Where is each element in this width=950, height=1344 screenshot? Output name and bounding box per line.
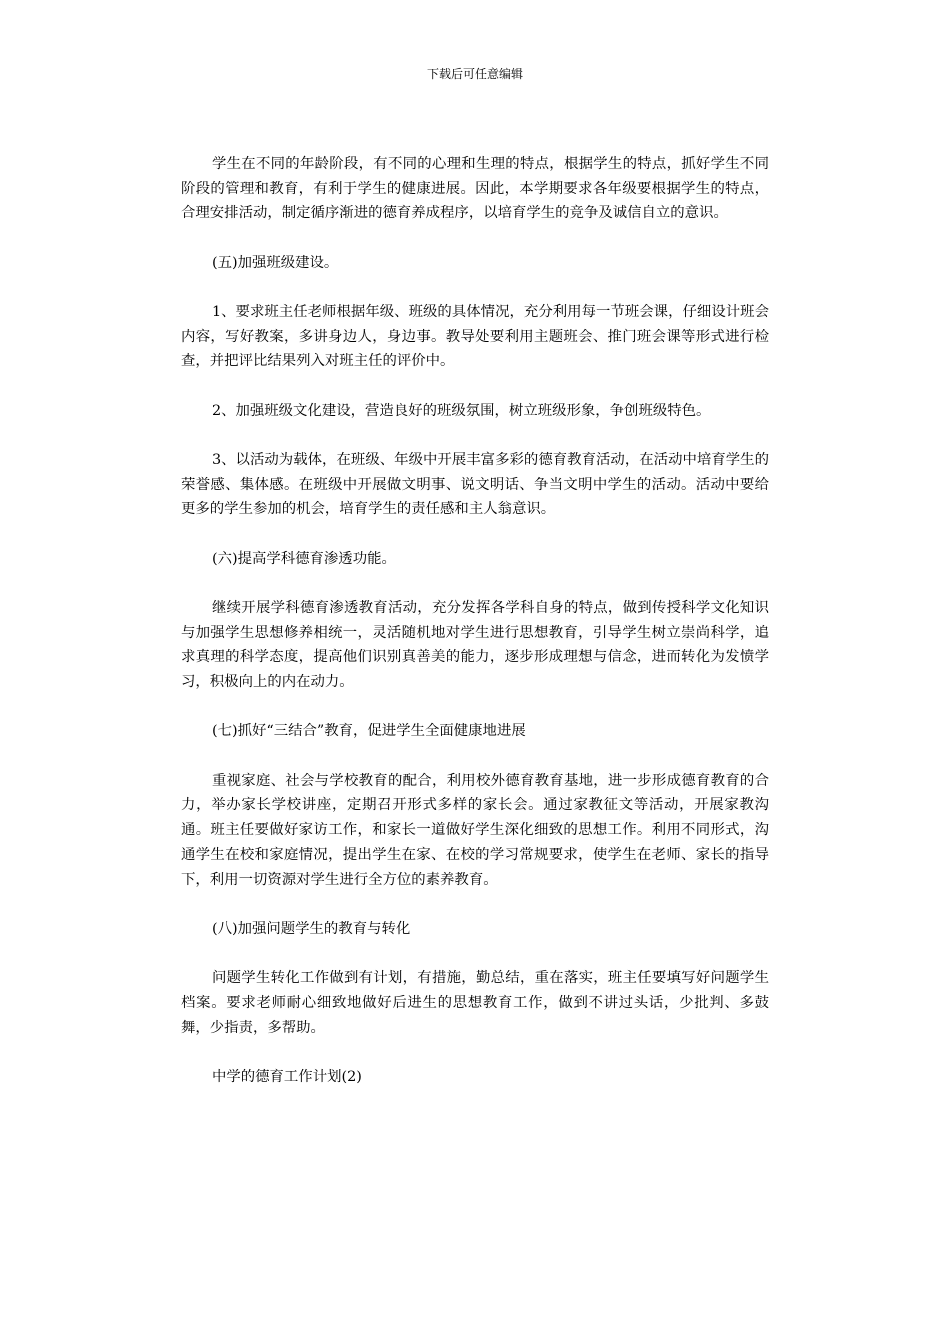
document-subtitle: 中学的德育工作计划(2) (211, 1068, 362, 1085)
section-heading-6: (六)提高学科德育渗透功能。 (211, 550, 396, 567)
section-heading-8: (八)加强问题学生的教育与转化 (211, 920, 411, 937)
section-heading-7: (七)抓好“三结合”教育，促进学生全面健康地进展 (211, 723, 526, 740)
paragraph-5-1: 1、要求班主任老师根据年级、班级的具体情况，充分利用每一节班会课，仔细设计班会内容，写好教案，多讲身边人，身边事。教导处要利用主题班会、推门班会课等形式进行检查，并把评比结果列入对班主任的评价中。 (181, 304, 769, 370)
page-header: 下载后可任意编辑 (426, 67, 523, 81)
paragraph-5-3: 3、以活动为载体，在班级、年级中开展丰富多彩的德育教育活动，在活动中培育学生的荣誉感、集体感。在班级中开展做文明事、说文明话、争当文明中学生的活动。活动中要给更多的学生参加的机会，培育学生的责任感和主人翁意识。 (181, 452, 769, 518)
paragraph-8: 问题学生转化工作做到有计划，有措施，勤总结，重在落实，班主任要填写好问题学生档案。要求老师耐心细致地做好后进生的思想教育工作，做到不讲过头话，少批判、多鼓舞，少指责，多帮助。 (181, 970, 769, 1036)
paragraph-7: 重视家庭、社会与学校教育的配合，利用校外德育教育基地，进一步形成德育教育的合力，举办家长学校讲座，定期召开形式多样的家长会。通过家教征文等活动，开展家教沟通。班主任要做好家访工作，和家长一道做好学生深化细致的思想工作。利用不同形式，沟通学生在校和家庭情况，提出学生在家、在校的学习常规要求，使学生在老师、家长的指导下，利用一切资源对学生进行全方位的素养教育。 (181, 772, 769, 888)
paragraph-6: 继续开展学科德育渗透教育活动，充分发挥各学科自身的特点，做到传授科学文化知识与加强学生思想修养相统一，灵活随机地对学生进行思想教育，引导学生树立崇尚科学，追求真理的科学态度，提高他们识别真善美的能力，逐步形成理想与信念，进而转化为发愤学习，积极向上的内在动力。 (181, 600, 769, 691)
paragraph-5-2: 2、加强班级文化建设，营造良好的班级氛围，树立班级形象，争创班级特色。 (211, 402, 711, 419)
paragraph-intro: 学生在不同的年龄阶段，有不同的心理和生理的特点，根据学生的特点，抓好学生不同阶段的管理和教育，有利于学生的健康进展。因此，本学期要求各年级要根据学生的特点，合理安排活动，制定循序渐进的德育养成程序，以培育学生的竞争及诚信自立的意识。 (181, 156, 769, 222)
document-body (181, 152, 769, 1114)
section-heading-5: (五)加强班级建设。 (211, 254, 339, 271)
